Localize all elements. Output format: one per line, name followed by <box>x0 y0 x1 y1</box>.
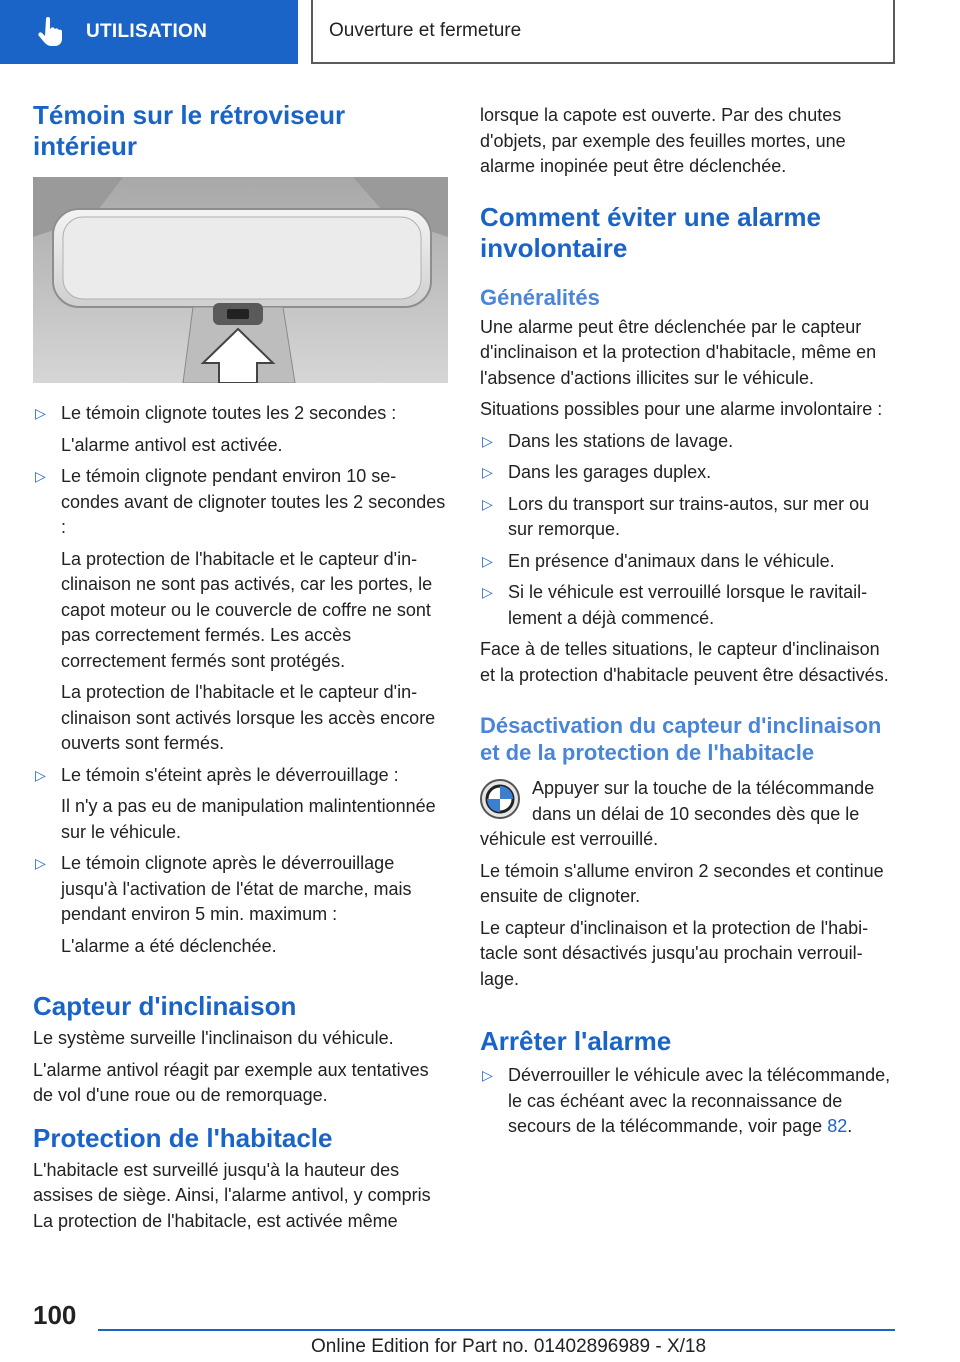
temoin-list <box>33 401 448 959</box>
triangle-right-icon: ▷ <box>482 432 493 449</box>
heading-comment: Comment éviter une alarme involontaire <box>480 201 822 263</box>
triangle-right-icon: ▷ <box>482 1067 493 1083</box>
triangle-right-icon: ▷ <box>35 766 46 783</box>
list-item: ▷ Dans les stations de lavage. <box>480 429 895 455</box>
triangle-right-icon: ▷ <box>35 855 46 871</box>
heading-desactivation: Désactivation du capteur d'inclinaison et de la protection de l'habitacle <box>480 713 882 765</box>
face-paragraph: Face à de telles situations, le capteur d'inclinaison et la protection d'habitacle peuvent être désactivés. <box>480 639 889 685</box>
page-link[interactable]: 82 <box>827 1116 848 1136</box>
continued-paragraph: lorsque la capote est ouverte. Par des chutes d'objets, par exemple des feuilles mortes, une alarme inopinée peut être déclenchée. <box>480 105 846 176</box>
right-column <box>480 103 895 1140</box>
remote-paragraph: Appuyer sur la touche de la télécommande dans un délai de 10 secondes dès que le véhicule est verrouillé. <box>480 778 875 849</box>
list-item: ▷ Dans les garages duplex. <box>480 460 895 486</box>
arreter-list <box>480 1063 895 1140</box>
triangle-right-icon: ▷ <box>482 584 493 600</box>
page-number: 100 <box>33 1300 77 1330</box>
capteur-desactive-paragraph: Le capteur d'inclinaison et la protection de l'habitacle sont désactivés jusqu'au prochain verrouillage. <box>480 917 869 989</box>
temoin-paragraph: Le témoin s'allume environ 2 secondes et continue ensuite de clignoter. <box>480 860 884 906</box>
left-column <box>33 100 448 1234</box>
section-tab <box>0 0 298 64</box>
list-item: ▷ Si le véhicule est verrouillé lorsque le ravitaillement a déjà commencé. <box>482 582 868 628</box>
heading-temoin: Témoin sur le rétroviseur intérieur <box>33 100 346 161</box>
triangle-right-icon: ▷ <box>482 495 493 512</box>
heading-arreter: Arrêter l'alarme <box>480 1026 672 1056</box>
hand-pointer-icon <box>38 17 64 47</box>
generalites-paragraph-1: Une alarme peut être déclenchée par le capteur d'inclinaison et la protection d'habitacle, même en l'absence d'actions illicites sur le véhicule. <box>480 316 877 388</box>
list-item: ▷ Le témoin s'éteint après le déverrouillage : Il n'y a pas eu de manipulation malintentionnée sur le véhicule. <box>35 764 436 842</box>
list-item: ▷ Le témoin clignote toutes les 2 secondes : L'alarme antivol est activée. <box>35 403 397 455</box>
generalites-paragraph-2: Situations possibles pour une alarme involontaire : <box>480 399 883 419</box>
list-item: ▷ Déverrouiller le véhicule avec la télécommande, le cas échéant avec la reconnaissance de secours de la télécommande, voir page 82. <box>482 1065 891 1136</box>
capteur-paragraph-1: Le système surveille l'inclinaison du véhicule. <box>33 1028 394 1048</box>
heading-capteur: Capteur d'inclinaison <box>33 991 297 1021</box>
footer-divider <box>98 1329 895 1331</box>
protection-paragraph: L'habitacle est surveillé jusqu'à la hauteur des assises de siège. Ainsi, l'alarme antivol, y compris La protection de l'habitacle, est activée même <box>33 1159 431 1231</box>
heading-protection: Protection de l'habitacle <box>33 1122 333 1153</box>
bmw-remote-key-icon <box>480 779 520 819</box>
list-item: ▷ En présence d'animaux dans le véhicule. <box>480 549 895 575</box>
triangle-right-icon: ▷ <box>482 552 493 569</box>
rearview-mirror-image <box>33 177 448 383</box>
section-label: UTILISATION <box>86 21 208 42</box>
capteur-paragraph-2: L'alarme antivol réagit par exemple aux tentatives de vol d'une roue ou de remorquage. <box>33 1059 429 1105</box>
triangle-right-icon: ▷ <box>35 405 46 421</box>
situations-list <box>480 429 895 632</box>
list-item: ▷ Le témoin clignote après le déverrouillage jusqu'à l'activation de l'état de marche, mais pendant environ 5 min. maximum : L'alarme a été déclenchée. <box>35 853 412 956</box>
list-item: ▷ Lors du transport sur trains-autos, sur mer ou sur remorque. <box>482 493 870 539</box>
chapter-header <box>311 0 895 64</box>
chapter-title: Ouverture et fermeture <box>329 20 522 41</box>
heading-generalites: Généralités <box>480 284 600 310</box>
list-item: ▷ Le témoin clignote pendant environ 10 secondes avant de clignoter toutes les 2 secondes : La protection de l'habitacle et le capteur d'inclinaison ne sont pas activés, car les portes, le capot moteur ou le couvercle de coffre ne sont pas correctement fermés. Les accès correctement fermés sont protégés. La protection de l'habitacle et le capteur d'inclinaison sont activés lorsque les accès encore ouverts sont fermés. <box>35 466 446 753</box>
remote-paragraph-block <box>480 776 895 853</box>
triangle-right-icon: ▷ <box>35 468 46 484</box>
triangle-right-icon: ▷ <box>482 464 493 480</box>
footer-edition: Online Edition for Part no. 01402896989 - X/18 <box>311 1336 707 1357</box>
